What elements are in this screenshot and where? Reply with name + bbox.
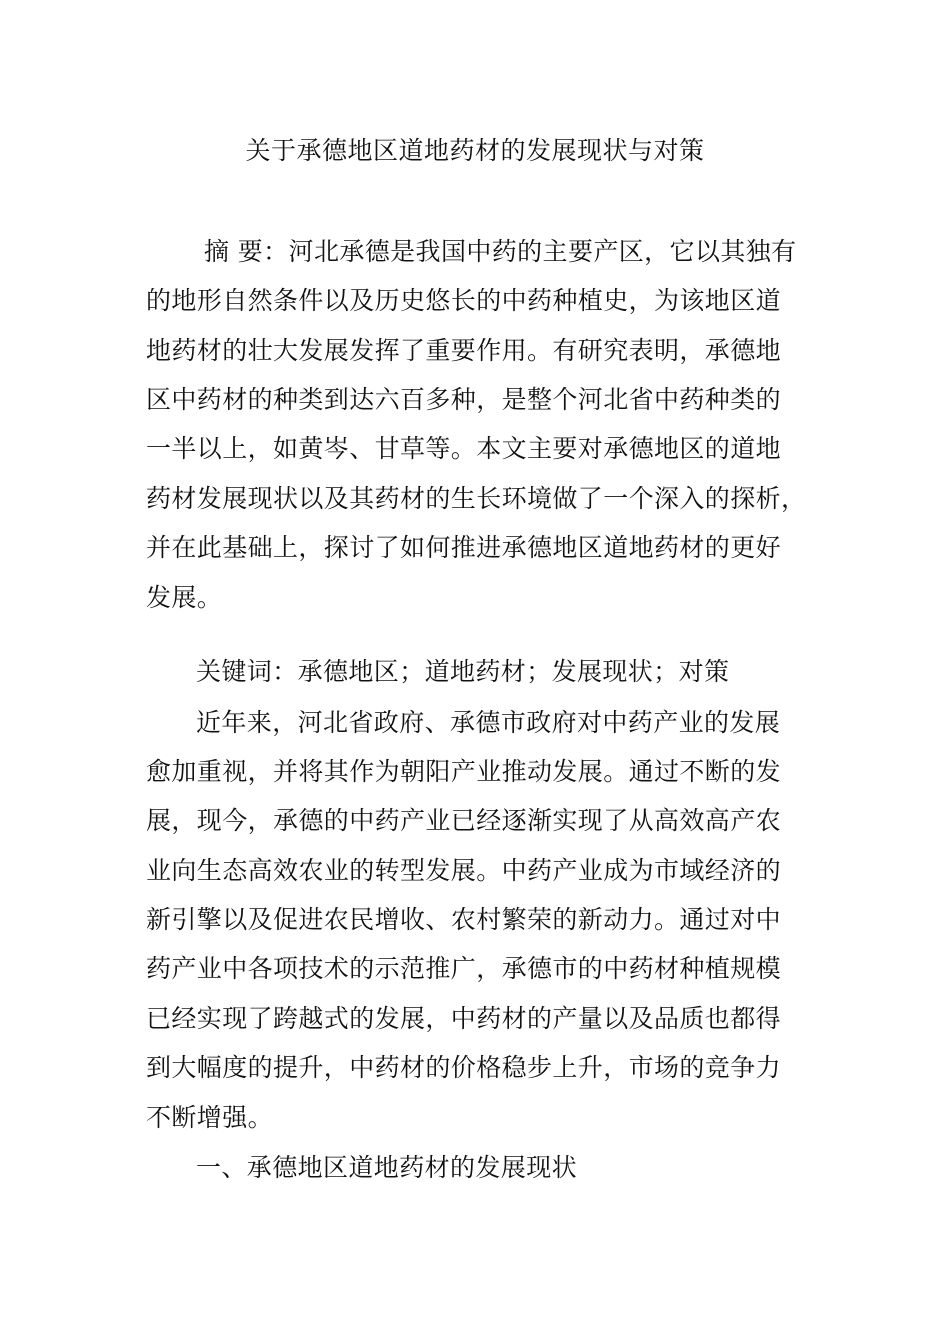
- body-line: 已经实现了跨越式的发展，中药材的产量以及品质也都得: [146, 1004, 782, 1033]
- abstract-line: 药材发展现状以及其药材的生长环境做了一个深入的探析，: [146, 484, 807, 513]
- body-line: 近年来，河北省政府、承德市政府对中药产业的发展: [196, 708, 781, 737]
- abstract-line: 发展。: [146, 583, 223, 612]
- body-line: 新引擎以及促进农民增收、农村繁荣的新动力。通过对中: [146, 905, 782, 934]
- keywords-line: 关键词：承德地区；道地药材；发展现状；对策: [196, 657, 730, 686]
- abstract-line: 并在此基础上，探讨了如何推进承德地区道地药材的更好: [146, 533, 782, 562]
- body-line: 展，现今，承德的中药产业已经逐渐实现了从高效高产农: [146, 806, 782, 835]
- abstract-line: 区中药材的种类到达六百多种，是整个河北省中药种类的: [146, 385, 782, 414]
- abstract-line: 的地形自然条件以及历史悠长的中药种植史，为该地区道: [146, 286, 782, 315]
- body-line: 愈加重视，并将其作为朝阳产业推动发展。通过不断的发: [146, 757, 782, 786]
- body-line: 到大幅度的提升，中药材的价格稳步上升，市场的竞争力: [146, 1053, 782, 1082]
- abstract-line: 一半以上，如黄岑、甘草等。本文主要对承德地区的道地: [146, 434, 782, 463]
- body-line: 不断增强。: [146, 1103, 274, 1132]
- document-title: 关于承德地区道地药材的发展现状与对策: [245, 136, 705, 165]
- body-line: 药产业中各项技术的示范推广，承德市的中药材种植规模: [146, 954, 782, 983]
- body-line: 业向生态高效农业的转型发展。中药产业成为市域经济的: [146, 856, 782, 885]
- section-heading: 一、承德地区道地药材的发展现状: [196, 1153, 578, 1182]
- abstract-line: 地药材的壮大发展发挥了重要作用。有研究表明，承德地: [146, 336, 782, 365]
- abstract-line: 摘 要：河北承德是我国中药的主要产区，它以其独有: [204, 237, 797, 266]
